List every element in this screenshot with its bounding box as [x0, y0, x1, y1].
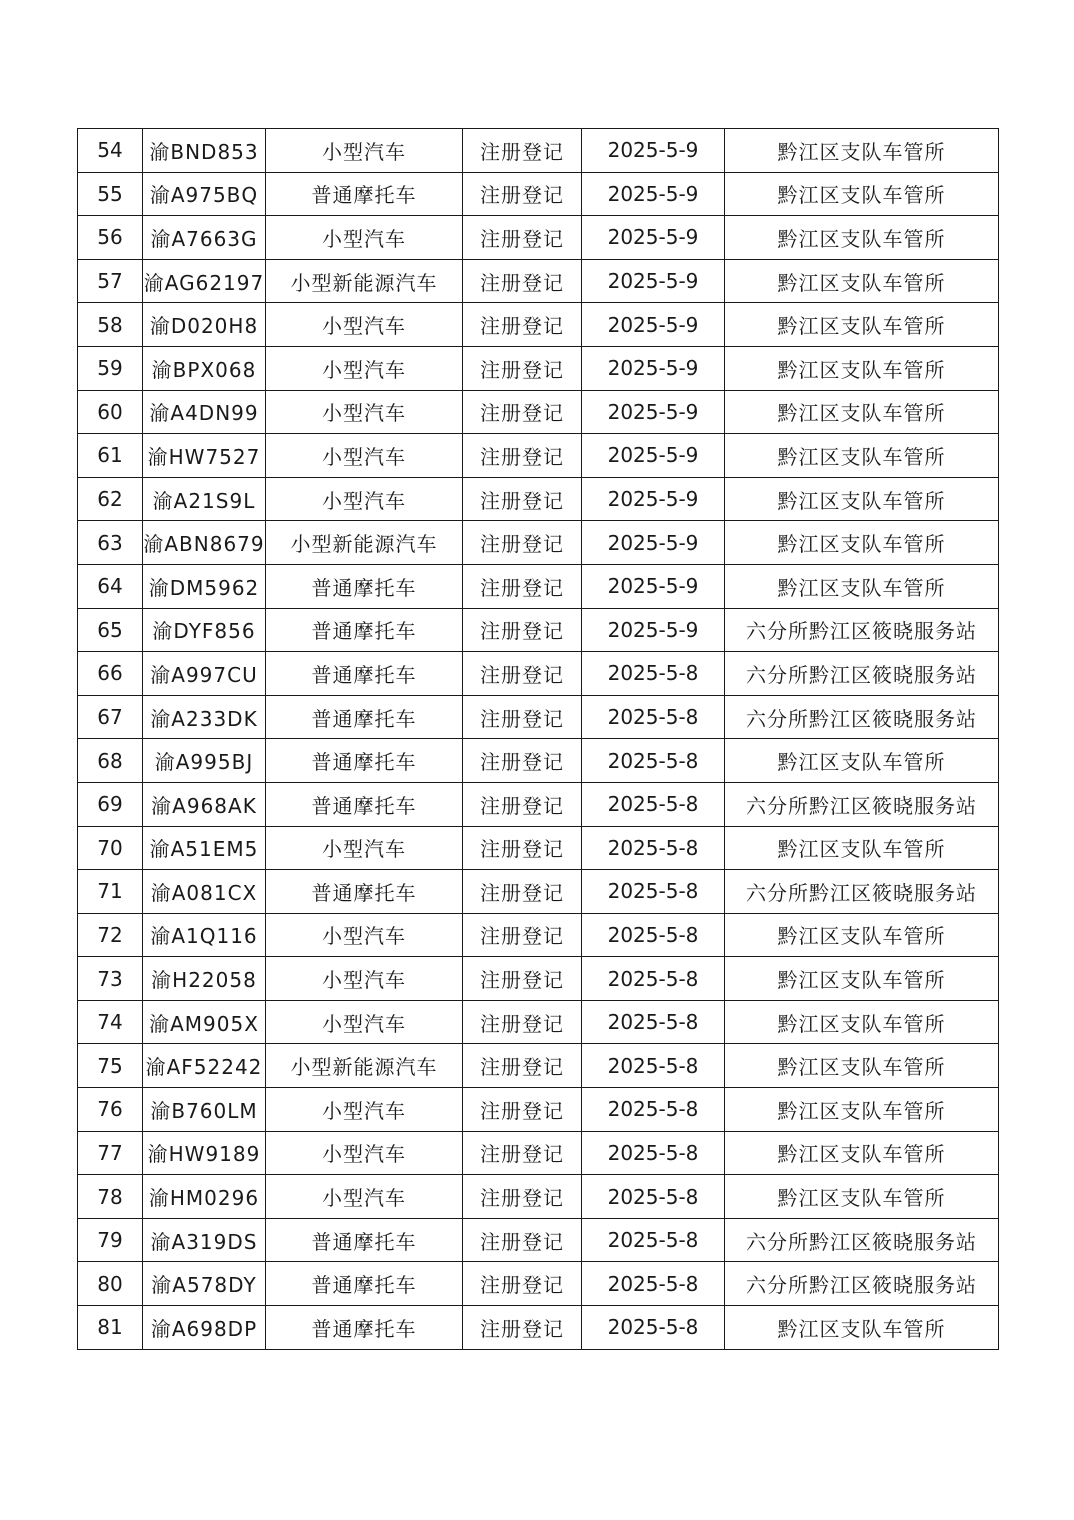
table-row: [78, 129, 999, 173]
office-cell: 黔江区支队车管所: [725, 1000, 999, 1044]
business-type-cell: 注册登记: [463, 1088, 582, 1132]
plate-number-cell: 渝DYF856: [143, 608, 266, 652]
business-type-cell: 注册登记: [463, 1131, 582, 1175]
business-type-cell: 注册登记: [463, 1175, 582, 1219]
table-row: [78, 913, 999, 957]
date-cell: 2025-5-8: [582, 1000, 725, 1044]
business-type-cell: 注册登记: [463, 957, 582, 1001]
business-type-cell: 注册登记: [463, 303, 582, 347]
table-row: [78, 652, 999, 696]
office-cell: 黔江区支队车管所: [725, 259, 999, 303]
row-number-cell: 69: [78, 782, 143, 826]
table-row: [78, 782, 999, 826]
row-number-cell: 68: [78, 739, 143, 783]
row-number-cell: 78: [78, 1175, 143, 1219]
vehicle-type-cell: 小型汽车: [266, 129, 463, 173]
vehicle-type-cell: 普通摩托车: [266, 695, 463, 739]
business-type-cell: 注册登记: [463, 1000, 582, 1044]
table-row: [78, 477, 999, 521]
plate-number-cell: 渝A7663G: [143, 216, 266, 260]
plate-number-cell: 渝AF52242: [143, 1044, 266, 1088]
office-cell: 六分所黔江区筱晓服务站: [725, 782, 999, 826]
date-cell: 2025-5-8: [582, 1131, 725, 1175]
date-cell: 2025-5-8: [582, 652, 725, 696]
row-number-cell: 59: [78, 346, 143, 390]
row-number-cell: 54: [78, 129, 143, 173]
plate-number-cell: 渝H22058: [143, 957, 266, 1001]
vehicle-type-cell: 普通摩托车: [266, 1306, 463, 1350]
table-row: [78, 259, 999, 303]
vehicle-type-cell: 普通摩托车: [266, 1262, 463, 1306]
row-number-cell: 76: [78, 1088, 143, 1132]
plate-number-cell: 渝DM5962: [143, 564, 266, 608]
table-row: [78, 434, 999, 478]
plate-number-cell: 渝A4DN99: [143, 390, 266, 434]
plate-number-cell: 渝A319DS: [143, 1218, 266, 1262]
vehicle-type-cell: 小型汽车: [266, 1000, 463, 1044]
business-type-cell: 注册登记: [463, 826, 582, 870]
plate-number-cell: 渝A995BJ: [143, 739, 266, 783]
plate-number-cell: 渝AG62197: [143, 259, 266, 303]
plate-number-cell: 渝A233DK: [143, 695, 266, 739]
plate-number-cell: 渝A21S9L: [143, 477, 266, 521]
table-row: [78, 608, 999, 652]
vehicle-type-cell: 小型汽车: [266, 303, 463, 347]
office-cell: 黔江区支队车管所: [725, 390, 999, 434]
office-cell: 黔江区支队车管所: [725, 564, 999, 608]
plate-number-cell: 渝HW9189: [143, 1131, 266, 1175]
row-number-cell: 73: [78, 957, 143, 1001]
office-cell: 黔江区支队车管所: [725, 913, 999, 957]
row-number-cell: 55: [78, 172, 143, 216]
row-number-cell: 61: [78, 434, 143, 478]
date-cell: 2025-5-9: [582, 259, 725, 303]
business-type-cell: 注册登记: [463, 129, 582, 173]
office-cell: 黔江区支队车管所: [725, 434, 999, 478]
business-type-cell: 注册登记: [463, 521, 582, 565]
table-row: [78, 1262, 999, 1306]
date-cell: 2025-5-9: [582, 216, 725, 260]
business-type-cell: 注册登记: [463, 390, 582, 434]
office-cell: 六分所黔江区筱晓服务站: [725, 608, 999, 652]
vehicle-type-cell: 小型汽车: [266, 1131, 463, 1175]
vehicle-type-cell: 小型汽车: [266, 434, 463, 478]
plate-number-cell: 渝A975BQ: [143, 172, 266, 216]
row-number-cell: 67: [78, 695, 143, 739]
table-row: [78, 826, 999, 870]
row-number-cell: 72: [78, 913, 143, 957]
table-row: [78, 1000, 999, 1044]
row-number-cell: 63: [78, 521, 143, 565]
row-number-cell: 70: [78, 826, 143, 870]
table-row: [78, 216, 999, 260]
date-cell: 2025-5-9: [582, 521, 725, 565]
office-cell: 黔江区支队车管所: [725, 172, 999, 216]
business-type-cell: 注册登记: [463, 564, 582, 608]
business-type-cell: 注册登记: [463, 1262, 582, 1306]
table-row: [78, 172, 999, 216]
row-number-cell: 80: [78, 1262, 143, 1306]
table-row: [78, 1218, 999, 1262]
row-number-cell: 60: [78, 390, 143, 434]
plate-number-cell: 渝HW7527: [143, 434, 266, 478]
plate-number-cell: 渝AM905X: [143, 1000, 266, 1044]
table-row: [78, 695, 999, 739]
date-cell: 2025-5-8: [582, 957, 725, 1001]
date-cell: 2025-5-8: [582, 913, 725, 957]
vehicle-type-cell: 小型汽车: [266, 957, 463, 1001]
plate-number-cell: 渝HM0296: [143, 1175, 266, 1219]
row-number-cell: 64: [78, 564, 143, 608]
vehicle-type-cell: 小型汽车: [266, 913, 463, 957]
plate-number-cell: 渝BPX068: [143, 346, 266, 390]
vehicle-type-cell: 普通摩托车: [266, 739, 463, 783]
business-type-cell: 注册登记: [463, 870, 582, 914]
office-cell: 黔江区支队车管所: [725, 521, 999, 565]
row-number-cell: 66: [78, 652, 143, 696]
business-type-cell: 注册登记: [463, 434, 582, 478]
office-cell: 黔江区支队车管所: [725, 739, 999, 783]
date-cell: 2025-5-8: [582, 1218, 725, 1262]
plate-number-cell: 渝D020H8: [143, 303, 266, 347]
vehicle-type-cell: 小型新能源汽车: [266, 1044, 463, 1088]
office-cell: 黔江区支队车管所: [725, 216, 999, 260]
office-cell: 黔江区支队车管所: [725, 303, 999, 347]
office-cell: 六分所黔江区筱晓服务站: [725, 1262, 999, 1306]
office-cell: 六分所黔江区筱晓服务站: [725, 695, 999, 739]
vehicle-type-cell: 小型汽车: [266, 477, 463, 521]
office-cell: 黔江区支队车管所: [725, 1131, 999, 1175]
business-type-cell: 注册登记: [463, 652, 582, 696]
row-number-cell: 62: [78, 477, 143, 521]
table-row: [78, 1088, 999, 1132]
table-row: [78, 1175, 999, 1219]
date-cell: 2025-5-8: [582, 870, 725, 914]
row-number-cell: 79: [78, 1218, 143, 1262]
date-cell: 2025-5-9: [582, 129, 725, 173]
row-number-cell: 56: [78, 216, 143, 260]
vehicle-type-cell: 普通摩托车: [266, 1218, 463, 1262]
table-row: [78, 564, 999, 608]
business-type-cell: 注册登记: [463, 259, 582, 303]
office-cell: 黔江区支队车管所: [725, 1044, 999, 1088]
plate-number-cell: 渝A578DY: [143, 1262, 266, 1306]
date-cell: 2025-5-9: [582, 434, 725, 478]
office-cell: 六分所黔江区筱晓服务站: [725, 652, 999, 696]
business-type-cell: 注册登记: [463, 172, 582, 216]
table-row: [78, 1044, 999, 1088]
plate-number-cell: 渝A51EM5: [143, 826, 266, 870]
date-cell: 2025-5-8: [582, 695, 725, 739]
business-type-cell: 注册登记: [463, 1044, 582, 1088]
row-number-cell: 65: [78, 608, 143, 652]
plate-number-cell: 渝A968AK: [143, 782, 266, 826]
date-cell: 2025-5-8: [582, 1044, 725, 1088]
row-number-cell: 74: [78, 1000, 143, 1044]
date-cell: 2025-5-8: [582, 1262, 725, 1306]
date-cell: 2025-5-9: [582, 390, 725, 434]
plate-number-cell: 渝B760LM: [143, 1088, 266, 1132]
row-number-cell: 71: [78, 870, 143, 914]
office-cell: 六分所黔江区筱晓服务站: [725, 1218, 999, 1262]
business-type-cell: 注册登记: [463, 913, 582, 957]
plate-number-cell: 渝ABN8679: [143, 521, 266, 565]
plate-number-cell: 渝A997CU: [143, 652, 266, 696]
table-row: [78, 1306, 999, 1350]
table-row: [78, 390, 999, 434]
date-cell: 2025-5-9: [582, 172, 725, 216]
date-cell: 2025-5-8: [582, 826, 725, 870]
date-cell: 2025-5-9: [582, 608, 725, 652]
row-number-cell: 58: [78, 303, 143, 347]
business-type-cell: 注册登记: [463, 477, 582, 521]
table-row: [78, 346, 999, 390]
row-number-cell: 75: [78, 1044, 143, 1088]
table-row: [78, 303, 999, 347]
vehicle-type-cell: 普通摩托车: [266, 608, 463, 652]
plate-number-cell: 渝A698DP: [143, 1306, 266, 1350]
table-row: [78, 521, 999, 565]
business-type-cell: 注册登记: [463, 1218, 582, 1262]
business-type-cell: 注册登记: [463, 695, 582, 739]
vehicle-type-cell: 小型新能源汽车: [266, 259, 463, 303]
business-type-cell: 注册登记: [463, 739, 582, 783]
row-number-cell: 81: [78, 1306, 143, 1350]
business-type-cell: 注册登记: [463, 1306, 582, 1350]
office-cell: 黔江区支队车管所: [725, 826, 999, 870]
date-cell: 2025-5-9: [582, 303, 725, 347]
vehicle-type-cell: 小型汽车: [266, 1175, 463, 1219]
vehicle-type-cell: 普通摩托车: [266, 652, 463, 696]
office-cell: 黔江区支队车管所: [725, 346, 999, 390]
vehicle-type-cell: 小型新能源汽车: [266, 521, 463, 565]
row-number-cell: 77: [78, 1131, 143, 1175]
business-type-cell: 注册登记: [463, 216, 582, 260]
vehicle-type-cell: 普通摩托车: [266, 870, 463, 914]
date-cell: 2025-5-8: [582, 1175, 725, 1219]
table-row: [78, 1131, 999, 1175]
office-cell: 黔江区支队车管所: [725, 477, 999, 521]
table-row: [78, 957, 999, 1001]
business-type-cell: 注册登记: [463, 782, 582, 826]
plate-number-cell: 渝A081CX: [143, 870, 266, 914]
office-cell: 黔江区支队车管所: [725, 129, 999, 173]
table-row: [78, 739, 999, 783]
date-cell: 2025-5-8: [582, 1306, 725, 1350]
date-cell: 2025-5-8: [582, 739, 725, 783]
plate-number-cell: 渝A1Q116: [143, 913, 266, 957]
vehicle-type-cell: 小型汽车: [266, 390, 463, 434]
table-row: [78, 870, 999, 914]
office-cell: 黔江区支队车管所: [725, 1175, 999, 1219]
row-number-cell: 57: [78, 259, 143, 303]
office-cell: 六分所黔江区筱晓服务站: [725, 870, 999, 914]
date-cell: 2025-5-9: [582, 477, 725, 521]
date-cell: 2025-5-9: [582, 346, 725, 390]
date-cell: 2025-5-8: [582, 1088, 725, 1132]
table-body: [78, 129, 999, 1350]
office-cell: 黔江区支队车管所: [725, 1088, 999, 1132]
vehicle-type-cell: 普通摩托车: [266, 564, 463, 608]
vehicle-type-cell: 普通摩托车: [266, 172, 463, 216]
vehicle-type-cell: 小型汽车: [266, 216, 463, 260]
office-cell: 黔江区支队车管所: [725, 1306, 999, 1350]
vehicle-type-cell: 普通摩托车: [266, 782, 463, 826]
vehicle-registration-table: [77, 128, 999, 1350]
vehicle-type-cell: 小型汽车: [266, 1088, 463, 1132]
business-type-cell: 注册登记: [463, 608, 582, 652]
plate-number-cell: 渝BND853: [143, 129, 266, 173]
vehicle-type-cell: 小型汽车: [266, 826, 463, 870]
vehicle-type-cell: 小型汽车: [266, 346, 463, 390]
office-cell: 黔江区支队车管所: [725, 957, 999, 1001]
date-cell: 2025-5-9: [582, 564, 725, 608]
date-cell: 2025-5-8: [582, 782, 725, 826]
business-type-cell: 注册登记: [463, 346, 582, 390]
